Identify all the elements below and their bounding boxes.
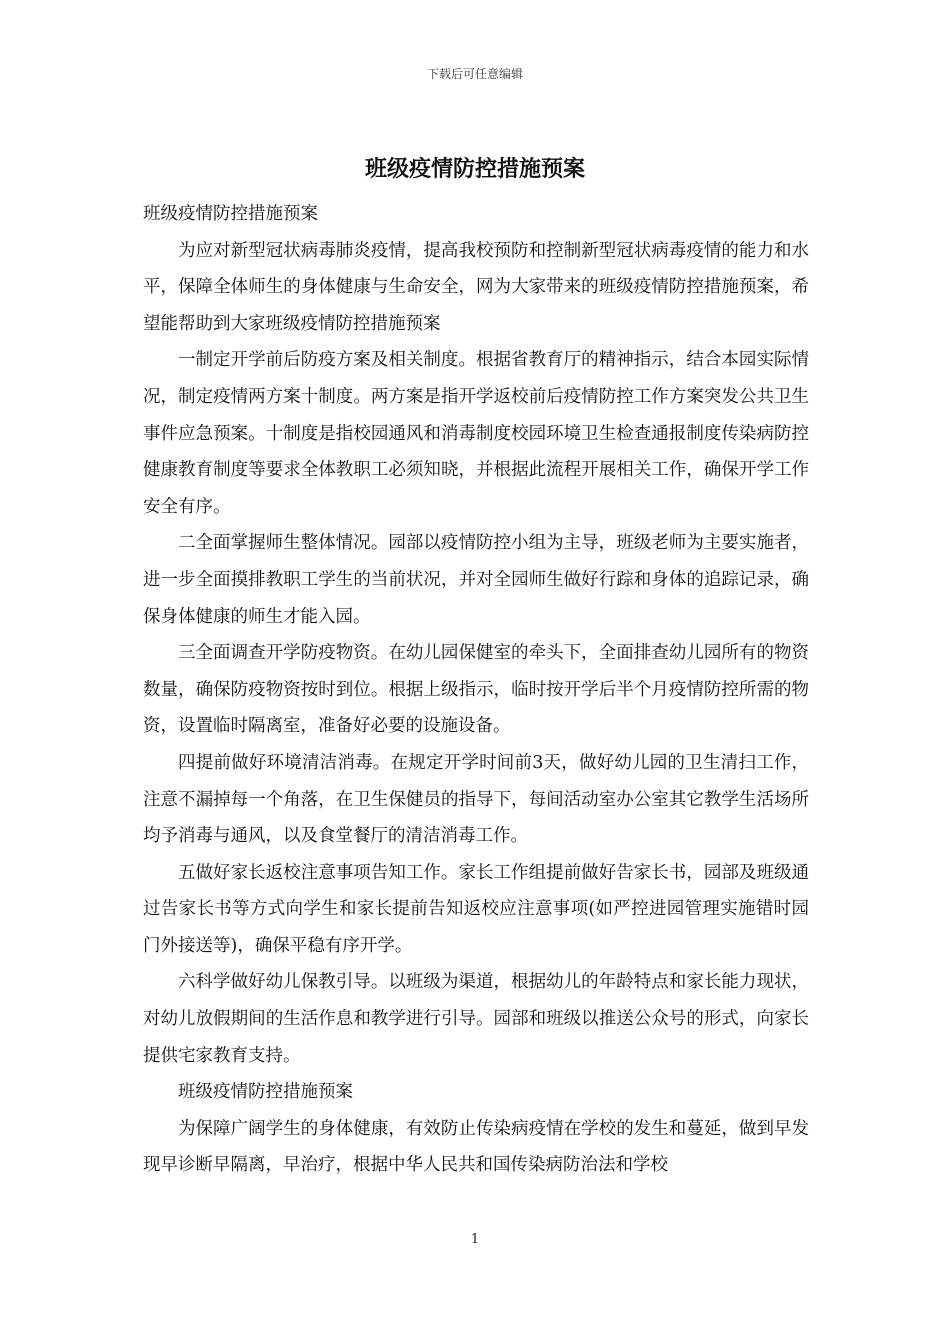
paragraph-intro: 为应对新型冠状病毒肺炎疫情，提高我校预防和控制新型冠状病毒疫情的能力和水平，保障全体师生的身体健康与生命安全，网为大家带来的班级疫情防控措施预案，希望能帮助到大家班级疫情防控措施预案	[143, 240, 809, 334]
paragraph-item-1: 一制定开学前后防疫方案及相关制度。根据省教育厅的精神指示，结合本园实际情况，制定疫情两方案十制度。两方案是指开学返校前后疫情防控工作方案突发公共卫生事件应急预案。十制度是指校园通风和消毒制度校园环境卫生检查通报制度传染病防控健康教育制度等要求全体教职工必须知晓，并根据此流程开展相关工作，确保开学工作安全有序。	[143, 350, 809, 517]
paragraph-subtitle: 班级疫情防控措施预案	[143, 204, 318, 224]
section-heading: 班级疫情防控措施预案	[178, 1082, 353, 1103]
document-body	[143, 196, 809, 1184]
paragraph-item-5: 五做好家长返校注意事项告知工作。家长工作组提前做好告家长书，园部及班级通过告家长书等方式向学生和家长提前告知返校应注意事项(如严控进园管理实施错时园门外接送等)，确保平稳有序开学。	[143, 862, 809, 956]
document-title: 班级疫情防控措施预案	[364, 156, 585, 182]
paragraph-section-intro: 为保障广阔学生的身体健康，有效防止传染病疫情在学校的发生和蔓延，做到早发现早诊断早隔离，早治疗，根据中华人民共和国传染病防治法和学校	[143, 1118, 809, 1176]
paragraph-item-6: 六科学做好幼儿保教引导。以班级为渠道，根据幼儿的年龄特点和家长能力现状，对幼儿放假期间的生活作息和教学进行引导。园部和班级以推送公众号的形式，向家长提供宅家教育支持。	[143, 972, 809, 1066]
paragraph-item-4: 四提前做好环境清洁消毒。在规定开学时间前3天，做好幼儿园的卫生清扫工作，注意不漏掉每一个角落，在卫生保健员的指导下，每间活动室办公室其它教学生活场所均予消毒与通风，以及食堂餐厅的清洁消毒工作。	[143, 752, 809, 847]
paragraph-item-3: 三全面调查开学防疫物资。在幼儿园保健室的牵头下，全面排查幼儿园所有的物资数量，确保防疫物资按时到位。根据上级指示，临时按开学后半个月疫情防控所需的物资，设置临时隔离室，准备好必要的设施设备。	[143, 643, 809, 737]
page-number: 1	[470, 1232, 480, 1247]
paragraph-item-2: 二全面掌握师生整体情况。园部以疫情防控小组为主导，班级老师为主要实施者，进一步全面摸排教职工学生的当前状况，并对全园师生做好行踪和身体的追踪记录，确保身体健康的师生才能入园。	[143, 533, 809, 627]
header-note: 下载后可任意编辑	[426, 67, 523, 81]
